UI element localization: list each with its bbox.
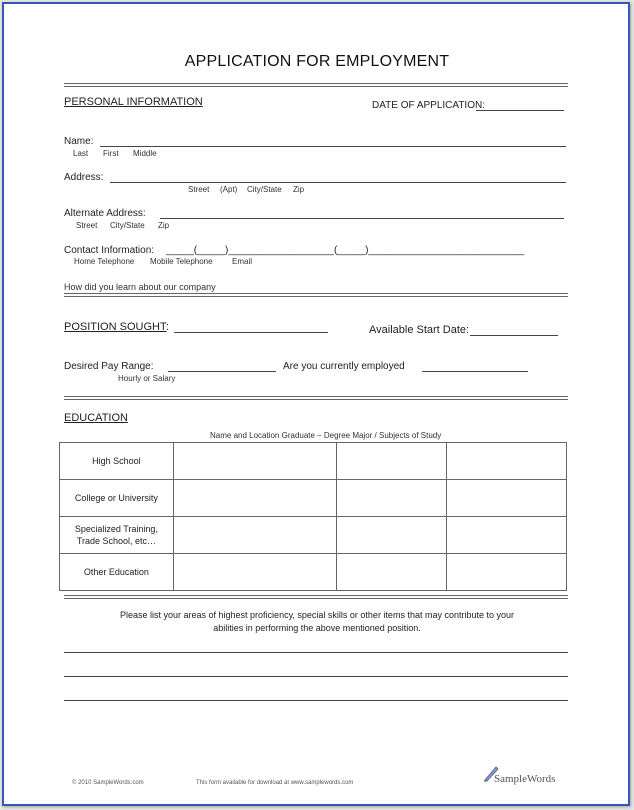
contact-sub-mobile-telephone: Mobile Telephone <box>150 257 213 266</box>
education-name-location-cell[interactable] <box>173 480 337 517</box>
education-columns-header: Name and Location Graduate – Degree Major / Subjects of Study <box>210 431 442 440</box>
education-row-label <box>60 554 174 591</box>
table-row <box>60 480 567 517</box>
footer-copyright: © 2010 SampleWords.com <box>72 780 144 786</box>
name-sub-first: First <box>103 149 119 158</box>
alt-address-sub-street: Street <box>76 221 98 230</box>
education-subjects-cell[interactable] <box>447 443 567 480</box>
education-row-label <box>60 517 174 554</box>
address-label: Address: <box>64 172 104 183</box>
position-sought-colon: : <box>166 321 170 333</box>
education-table <box>59 442 567 591</box>
desired-pay-range-label: Desired Pay Range: <box>64 361 154 372</box>
date-of-application-label: DATE OF APPLICATION: <box>372 100 485 111</box>
education-graduate-degree-cell[interactable] <box>337 480 447 517</box>
education-graduate-degree-cell[interactable] <box>337 443 447 480</box>
proficiency-line-3[interactable] <box>64 700 568 701</box>
samplewords-logo: SampleWords <box>494 773 556 785</box>
alt-address-sub-city-state: City/State <box>110 221 145 230</box>
alternate-address-field[interactable] <box>160 218 564 219</box>
education-name-location-cell[interactable] <box>173 443 337 480</box>
row-label-text: Other Education <box>83 567 149 577</box>
form-title: APPLICATION FOR EMPLOYMENT <box>184 53 450 70</box>
pay-sub-hourly-or-salary: Hourly or Salary <box>118 374 176 383</box>
date-of-application-field[interactable] <box>476 110 564 111</box>
name-field[interactable] <box>100 146 566 147</box>
proficiency-prompt-line1: Please list your areas of highest proficiency, special skills or other items that may contribute to your <box>119 610 514 620</box>
proficiency-line-2[interactable] <box>64 676 568 677</box>
name-label: Name: <box>64 136 94 147</box>
education-subjects-cell[interactable] <box>447 480 567 517</box>
learn-about-company-label: How did you learn about our company <box>64 282 216 292</box>
alternate-address-label: Alternate Address: <box>64 208 146 219</box>
available-start-date-field[interactable] <box>470 335 558 336</box>
row-label-text: Trade School, etc… <box>76 536 157 546</box>
table-row <box>60 517 567 554</box>
divider-top <box>64 83 568 87</box>
divider-position <box>64 396 568 400</box>
name-sub-last: Last <box>73 149 89 158</box>
divider-education <box>64 595 568 599</box>
contact-sub-home-telephone: Home Telephone <box>74 257 135 266</box>
education-graduate-degree-cell[interactable] <box>337 517 447 554</box>
row-label-text: High School <box>92 456 141 466</box>
education-subjects-cell[interactable] <box>447 554 567 591</box>
address-sub-city-state: City/State <box>247 185 282 194</box>
form-sheet <box>2 2 630 806</box>
education-graduate-degree-cell[interactable] <box>337 554 447 591</box>
currently-employed-label: Are you currently employed <box>283 361 405 372</box>
position-sought-field[interactable] <box>174 332 328 333</box>
address-field[interactable] <box>110 182 566 183</box>
address-sub-apt: (Apt) <box>220 185 238 194</box>
divider-personal <box>64 293 568 297</box>
currently-employed-field[interactable] <box>422 371 528 372</box>
row-label-text: College or University <box>74 493 158 503</box>
education-name-location-cell[interactable] <box>173 554 337 591</box>
table-row <box>60 554 567 591</box>
contact-sub-email: Email <box>232 257 253 266</box>
available-start-date-label: Available Start Date: <box>369 324 470 336</box>
proficiency-prompt-line2: abilities in performing the above mentioned position. <box>213 623 421 633</box>
education-name-location-cell[interactable] <box>173 517 337 554</box>
education-heading: EDUCATION <box>64 412 128 424</box>
footer-download-note: This form available for download at www.samplewords.com <box>196 780 354 786</box>
table-row <box>60 443 567 480</box>
contact-information-field[interactable]: _____(_____)___________________(_____)____________________________ <box>166 245 525 256</box>
alt-address-sub-zip: Zip <box>158 221 170 230</box>
name-sub-middle: Middle <box>133 149 157 158</box>
address-sub-zip: Zip <box>293 185 305 194</box>
position-sought-heading: POSITION SOUGHT <box>64 321 167 333</box>
education-row-label <box>60 443 174 480</box>
desired-pay-range-field[interactable] <box>168 371 276 372</box>
row-label-text: Specialized Training, <box>74 524 158 534</box>
proficiency-line-1[interactable] <box>64 652 568 653</box>
contact-information-label: Contact Information: <box>64 245 155 256</box>
education-subjects-cell[interactable] <box>447 517 567 554</box>
education-row-label <box>60 480 174 517</box>
address-sub-street: Street <box>188 185 210 194</box>
personal-info-heading: PERSONAL INFORMATION <box>64 96 203 108</box>
